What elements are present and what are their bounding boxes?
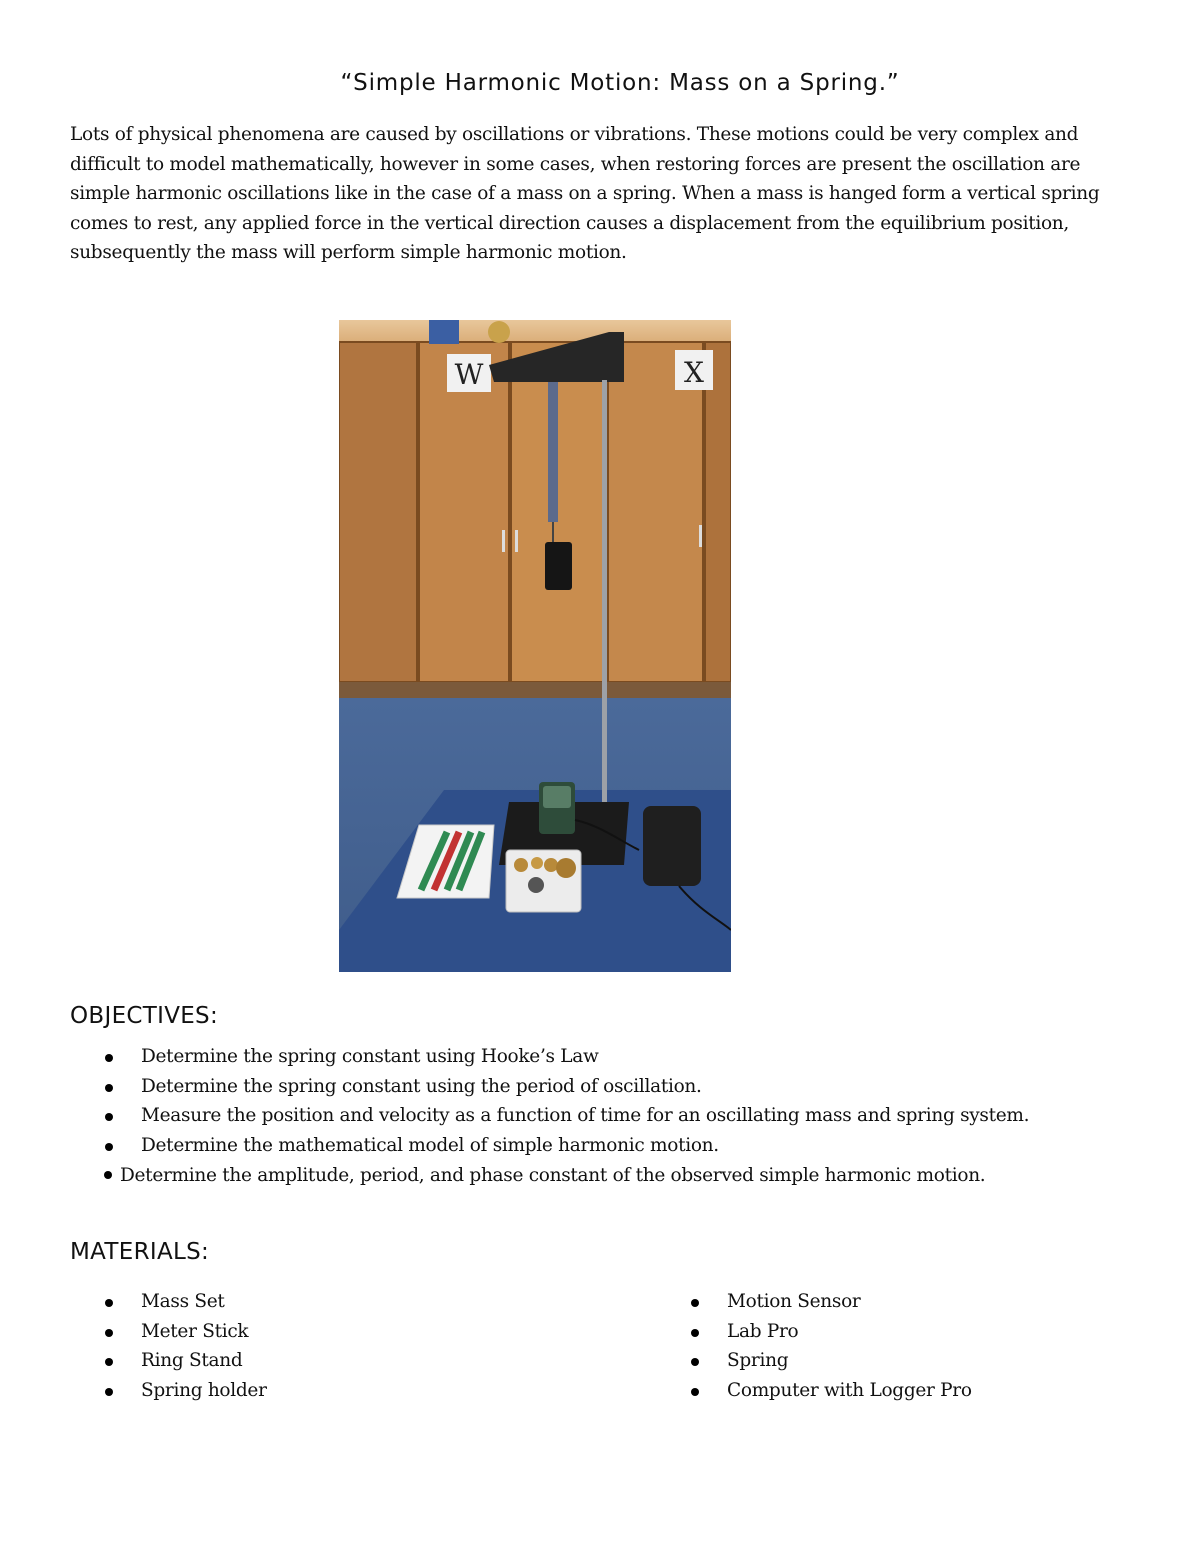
- bullet-icon: [691, 1388, 699, 1396]
- bullet-icon: [104, 1171, 112, 1179]
- materials-list-left: [141, 1287, 267, 1405]
- bullet-icon: [691, 1299, 699, 1307]
- objective-text: Measure the position and velocity as a function of time for an oscillating mass and spring system.: [141, 1105, 1030, 1127]
- materials-heading: MATERIALS:: [70, 1239, 210, 1265]
- bullet-icon: [105, 1054, 113, 1062]
- bullet-icon: [105, 1084, 113, 1092]
- objective-text: Determine the spring constant using the period of oscillation.: [141, 1075, 702, 1097]
- bullet-icon: [105, 1299, 113, 1307]
- material-text: Mass Set: [141, 1291, 225, 1312]
- list-item: [141, 1101, 1029, 1131]
- photo-label-x: X: [684, 356, 704, 389]
- materials-list-right: [727, 1287, 972, 1405]
- list-item: [141, 1376, 267, 1406]
- list-item: [141, 1042, 1029, 1072]
- list-item: [141, 1317, 267, 1347]
- material-text: Lab Pro: [727, 1320, 799, 1342]
- intro-line: comes to rest, any applied force in the vertical direction causes a displacement from the equilibrium position,: [70, 212, 1069, 234]
- objective-text: Determine the spring constant using Hooke’s Law: [141, 1046, 599, 1067]
- objectives-list: [141, 1042, 1029, 1160]
- list-item: [141, 1287, 267, 1317]
- intro-line: subsequently the mass will perform simple harmonic motion.: [70, 242, 627, 263]
- material-text: Motion Sensor: [727, 1291, 861, 1312]
- bullet-icon: [105, 1113, 113, 1121]
- bullet-icon: [105, 1143, 113, 1151]
- photo-label-w: W: [454, 358, 484, 391]
- material-text: Spring: [727, 1350, 789, 1372]
- list-item: [727, 1346, 972, 1376]
- material-text: Spring holder: [141, 1379, 267, 1401]
- bullet-icon: [105, 1358, 113, 1366]
- material-text: Computer with Logger Pro: [727, 1379, 972, 1401]
- list-item: [141, 1346, 267, 1376]
- bullet-icon: [105, 1388, 113, 1396]
- material-text: Ring Stand: [141, 1350, 243, 1372]
- lab-setup-photo: [339, 320, 731, 972]
- list-item: [141, 1072, 1029, 1102]
- list-item: [104, 1161, 985, 1191]
- bullet-icon: [105, 1329, 113, 1337]
- list-item: [141, 1131, 1029, 1161]
- bullet-icon: [691, 1329, 699, 1337]
- objective-text: Determine the mathematical model of simple harmonic motion.: [141, 1134, 719, 1156]
- intro-line: simple harmonic oscillations like in the case of a mass on a spring. When a mass is hanged form a vertical spring: [70, 183, 1100, 204]
- objective-text: Determine the amplitude, period, and phase constant of the observed simple harmonic motion.: [120, 1165, 986, 1186]
- objectives-heading: OBJECTIVES:: [70, 1003, 219, 1029]
- intro-line: Lots of physical phenomena are caused by oscillations or vibrations. These motions could be very complex and: [70, 124, 1079, 145]
- list-item: [727, 1287, 972, 1317]
- list-item: [727, 1317, 972, 1347]
- intro-line: difficult to model mathematically, however in some cases, when restoring forces are present the oscillation are: [70, 153, 1081, 175]
- intro-paragraph: [70, 120, 1145, 268]
- bullet-icon: [691, 1358, 699, 1366]
- material-text: Meter Stick: [141, 1320, 249, 1342]
- document-title: “Simple Harmonic Motion: Mass on a Spring.”: [340, 70, 900, 96]
- list-item: [727, 1376, 972, 1406]
